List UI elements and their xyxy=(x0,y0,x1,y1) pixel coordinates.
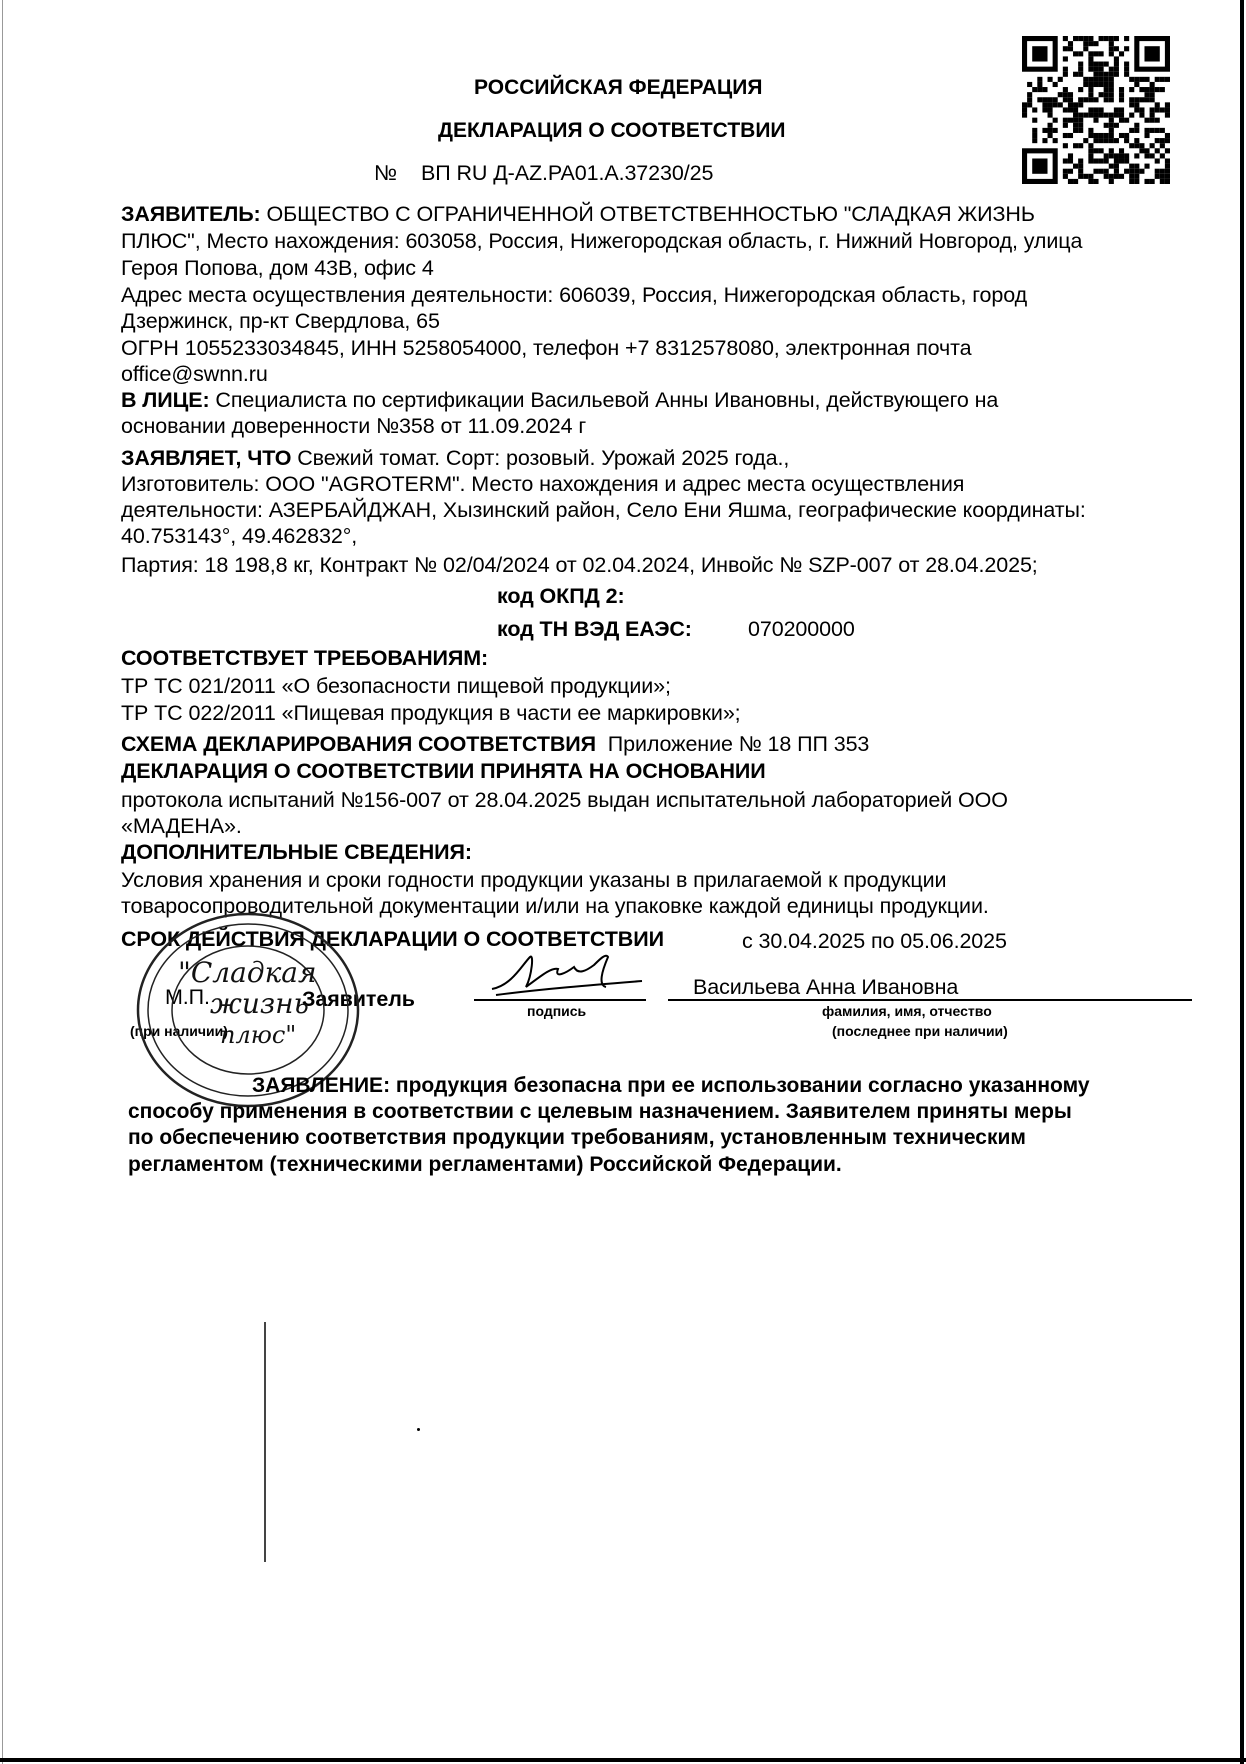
basis-line2: «МАДЕНА». xyxy=(121,814,242,838)
requirements-label: СООТВЕТСТВУЕТ ТРЕБОВАНИЯМ: xyxy=(121,646,489,670)
validity-label: СРОК ДЕЙСТВИЯ ДЕКЛАРАЦИИ О СООТВЕТСТВИИ xyxy=(121,927,664,951)
statement-line4: регламентом (техническими регламентами) Российской Федерации. xyxy=(128,1153,842,1176)
applicant-label: ЗАЯВИТЕЛЬ: xyxy=(121,202,261,226)
seal-text-line1: "Сладкая xyxy=(178,956,317,989)
represented-label: В ЛИЦЕ: xyxy=(121,388,210,412)
doc-number-label: № xyxy=(374,161,397,185)
scheme-value: Приложение № 18 ПП 353 xyxy=(607,732,870,756)
qr-code xyxy=(1022,36,1170,184)
applicant-sign-label: Заявитель xyxy=(302,987,415,1011)
basis-line1: протокола испытаний №156-007 от 28.04.2025 выдан испытательной лабораторией ООО xyxy=(121,788,1008,812)
doc-number: ВП RU Д-AZ.PA01.A.37230/25 xyxy=(421,161,714,185)
margin-dot xyxy=(417,1428,420,1431)
name-caption: фамилия, имя, отчество xyxy=(822,1003,992,1019)
margin-mark xyxy=(264,1322,266,1562)
stamp-note: (при наличии) xyxy=(130,1023,228,1039)
declares-line1 xyxy=(121,446,789,470)
declares-line5: Партия: 18 198,8 кг, Контракт № 02/04/2024 от 02.04.2024, Инвойс № SZP-007 от 28.04.2025; xyxy=(121,553,1038,577)
scheme-label: СХЕМА ДЕКЛАРИРОВАНИЯ СООТВЕТСТВИЯ xyxy=(121,732,596,756)
declares-product: Свежий томат. Сорт: розовый. Урожай 2025 года., xyxy=(291,446,790,470)
applicant-line2: ПЛЮС", Место нахождения: 603058, Россия, Нижегородская область, г. Нижний Новгород, улица xyxy=(121,229,1083,253)
stamp-label: М.П. xyxy=(165,985,210,1009)
name-caption-note: (последнее при наличии) xyxy=(832,1023,1008,1039)
represented-text: Специалиста по сертификации Васильевой Анны Ивановны, действующего на xyxy=(209,388,999,412)
applicant-line6: ОГРН 1055233034845, ИНН 5258054000, телефон +7 8312578080, электронная почта xyxy=(121,336,972,360)
seal-text-line2: жизнь xyxy=(210,987,309,1020)
applicant-line1 xyxy=(121,202,1035,226)
additional-line1: Условия хранения и сроки годности продукции указаны в прилагаемой к продукции xyxy=(121,868,947,892)
requirement-item: ТР ТС 022/2011 «Пищевая продукция в части ее маркировки»; xyxy=(121,701,741,725)
scan-edge-bottom xyxy=(0,1758,1246,1762)
statement-line1: ЗАЯВЛЕНИЕ: продукция безопасна при ее использовании согласно указанному xyxy=(252,1074,1090,1097)
basis-label: ДЕКЛАРАЦИЯ О СООТВЕТСТВИИ ПРИНЯТА НА ОСНОВАНИИ xyxy=(121,759,766,783)
signer-name: Васильева Анна Ивановна xyxy=(693,975,959,999)
header-doc-title: ДЕКЛАРАЦИЯ О СООТВЕТСТВИИ xyxy=(438,119,786,142)
name-line xyxy=(668,999,1192,1001)
applicant-email: office@swnn.ru xyxy=(121,362,268,386)
requirement-item: ТР ТС 021/2011 «О безопасности пищевой продукции»; xyxy=(121,674,671,698)
validity-value: с 30.04.2025 по 05.06.2025 xyxy=(742,929,1007,953)
statement-line3: по обеспечению соответствия продукции требованиям, установленным техническим xyxy=(128,1126,1026,1149)
declares-line4: 40.753143°, 49.462832°, xyxy=(121,524,358,548)
declares-line2: Изготовитель: ООО "AGROTERM". Место нахождения и адрес места осуществления xyxy=(121,472,965,496)
statement-line2: способу применения в соответствии с целевым назначением. Заявителем приняты меры xyxy=(128,1100,1072,1123)
tnved-label: код ТН ВЭД ЕАЭС: xyxy=(497,617,692,641)
signature-caption: подпись xyxy=(527,1003,587,1019)
header-country: РОССИЙСКАЯ ФЕДЕРАЦИЯ xyxy=(474,76,763,99)
scan-edge-left xyxy=(2,0,3,1764)
represented-line1 xyxy=(121,388,998,412)
applicant-line4: Адрес места осуществления деятельности: 606039, Россия, Нижегородская область, город xyxy=(121,283,1028,307)
represented-line2: основании доверенности №358 от 11.09.2024 г xyxy=(121,414,587,438)
scheme-line xyxy=(121,732,869,756)
additional-line2: товаросопроводительной документации и/или на упаковке каждой единицы продукции. xyxy=(121,894,989,918)
okpd-label: код ОКПД 2: xyxy=(497,584,625,608)
additional-label: ДОПОЛНИТЕЛЬНЫЕ СВЕДЕНИЯ: xyxy=(121,840,472,864)
handwritten-signature xyxy=(482,945,652,1005)
applicant-name: ОБЩЕСТВО С ОГРАНИЧЕННОЙ ОТВЕТСТВЕННОСТЬЮ "СЛАДКАЯ ЖИЗНЬ xyxy=(260,202,1035,226)
seal-text-line3: плюс" xyxy=(220,1021,297,1049)
tnved-value: 070200000 xyxy=(748,617,855,641)
applicant-line5: Дзержинск, пр-кт Свердлова, 65 xyxy=(121,309,440,333)
scan-edge-right xyxy=(1240,0,1244,1764)
applicant-line3: Героя Попова, дом 43В, офис 4 xyxy=(121,256,434,280)
declares-line3: деятельности: АЗЕРБАЙДЖАН, Хызинский район, Село Ени Яшма, географические координаты: xyxy=(121,498,1086,522)
declares-label: ЗАЯВЛЯЕТ, ЧТО xyxy=(121,446,292,470)
